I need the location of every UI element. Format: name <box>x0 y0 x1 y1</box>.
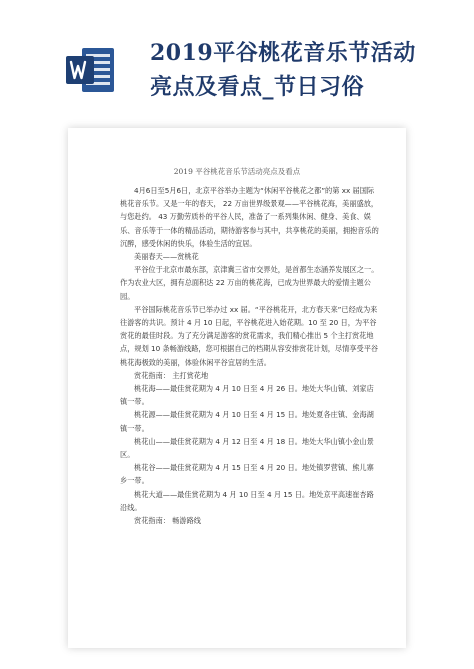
section-heading-spring: 美丽春天——赏桃花 <box>134 252 199 262</box>
document-page <box>68 128 406 648</box>
list-item-taohuagu: 桃花谷——最佳赏花期为 4 月 15 日至 4 月 20 日。地处镇罗营镇、熊儿寨乡一带。 <box>120 463 374 486</box>
document-heading: 2019 平谷桃花音乐节活动亮点及看点 <box>173 167 301 176</box>
title-line-2: 亮点及看点_节日习俗 <box>150 74 365 100</box>
list-item-taohuayuan: 桃花源——最佳赏花期为 4 月 10 日至 4 月 15 日。地处夏各庄镇、金海湖镇一带。 <box>120 410 374 433</box>
page-title <box>150 36 450 104</box>
paragraph-location: 平谷位于北京市最东部，京津冀三省市交界处，是首都生态涵养发展区之一。作为农业大区，拥有总面积达 22 万亩的桃花海，已成为世界最大的爱情主题公园。 <box>120 265 379 301</box>
paragraph-festival: 平谷国际桃花音乐节已举办过 xx 届。“平谷桃花开，北方春天来”已经成为来往游客的共识。预计 4 月 10 日起，平谷桃花进入始花期。10 至 20 日，为平谷赏花的最佳时段。为了充分满足游客的赏花需求，我们精心推出 5 个主打赏花地点，规划 10 条畅游线路，您可根据自己的档期从容安排赏花计划，尽情享受平谷桃花海极致的美丽，体验休闲平谷宜居的生活。 <box>120 304 379 367</box>
paragraph-intro: 4月6日至5月6日，北京平谷举办主题为“休闲平谷桃花之都”的第 xx 届国际桃花音乐节。又是一年的春天， 22 万亩世界级景观——平谷桃花海，美丽盛放，与您赴约。 43 万勤劳质朴的平谷人民，准备了一系列集休闲、健身、美食、娱乐、音乐等于一体的精品活动，期待游客参与其中，共享桃花的美丽，拥抱音乐的沉醉，感受休闲的快乐，体验生活的宜居。 <box>120 186 379 248</box>
list-item-taohuadadao: 桃花大道——最佳赏花期为 4 月 10 日至 4 月 15 日。地处京平高速崔杏路沿线。 <box>120 489 374 512</box>
list-item-taohuashan: 桃花山——最佳赏花期为 4 月 12 日至 4 月 18 日。地处大华山镇小金山景区。 <box>120 436 374 460</box>
list-item-taohuahai: 桃花海——最佳赏花期为 4 月 10 日至 4 月 26 日。地处大华山镇、刘家店镇一带。 <box>120 384 374 407</box>
word-document-icon <box>64 44 116 96</box>
title-line-1: 2019平谷桃花音乐节活动 <box>150 40 416 66</box>
section-heading-spots: 赏花指南： 主打赏花地 <box>134 370 209 380</box>
section-heading-routes: 赏花指南： 畅游路线 <box>134 516 201 526</box>
document-body <box>120 184 380 527</box>
